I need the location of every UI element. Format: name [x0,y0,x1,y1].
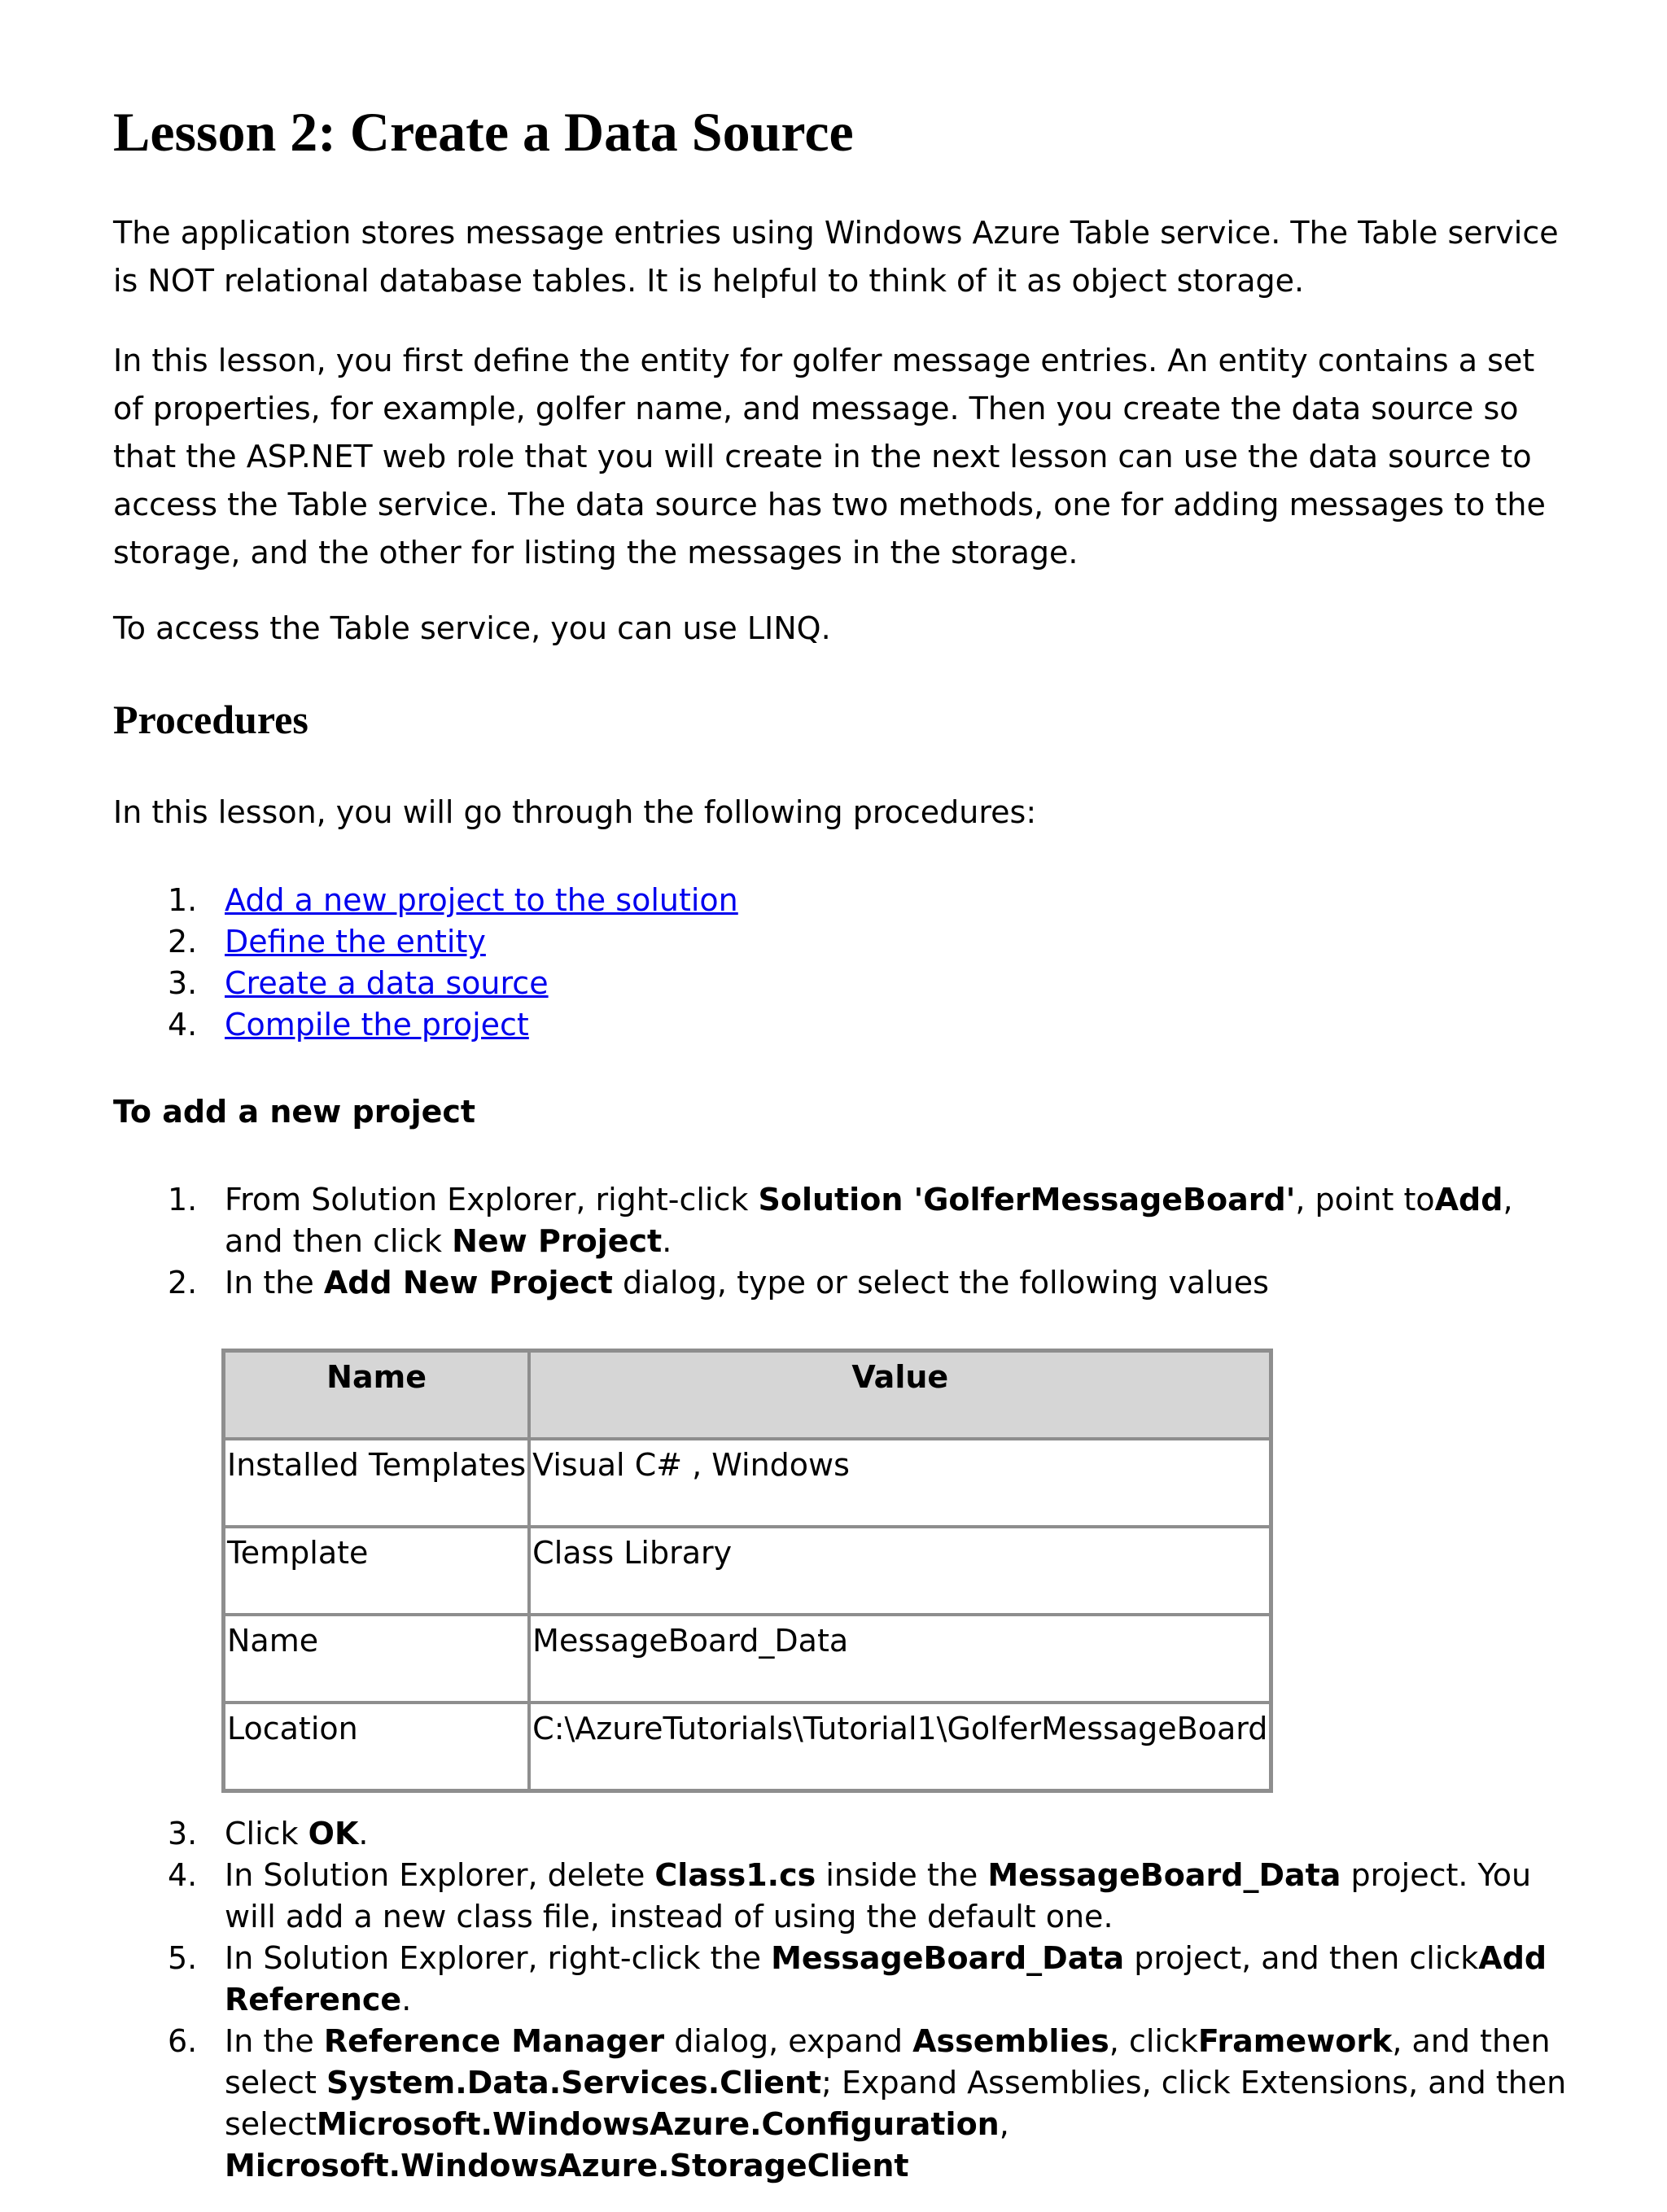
step-item [0,1262,1579,1304]
add-project-steps-continued [0,1813,1579,2187]
step-text: In the [225,1265,324,1301]
step-text: , click [1109,2023,1198,2059]
column-header-name: Name [224,1351,529,1439]
link-add-new-project[interactable]: Add a new project to the solution [225,882,738,918]
page-title: Lesson 2: Create a Data Source [113,101,854,163]
step-bold-text: Microsoft.WindowsAzure.StorageClient [225,2148,909,2184]
step-text: . [401,1982,412,2017]
step-text: dialog, expand [664,2023,913,2059]
table-cell-value: Class Library [529,1527,1271,1615]
list-item [0,1004,1579,1046]
step-number: 4. [168,1857,198,1893]
step-text: ; Expand Assemblies, click Extensions, and then select [225,2065,1567,2142]
step-bold-text: MessageBoard_Data [771,1940,1125,1976]
step-text: inside the [816,1857,988,1893]
step-text: . [662,1223,672,1259]
step-bold-text: Framework [1197,2023,1393,2059]
step-bold-text: OK [308,1816,359,1851]
values-table [221,1349,1273,1793]
step-text: dialog, type or select the following values [612,1265,1269,1301]
step-bold-text: Reference Manager [323,2023,665,2059]
step-text: . [358,1816,369,1851]
step-text: From Solution Explorer, right-click [225,1182,759,1217]
intro-paragraph-3: To access the Table service, you can use LINQ. [113,610,831,646]
step-item [0,1938,1579,2021]
list-item [0,963,1579,1004]
column-header-value: Value [529,1351,1271,1439]
intro-paragraph-2: In this lesson, you first define the entity for golfer message entries. An entity contains a set of properties, for example, golfer name, and message. Then you create the data source so that the ASP.NET web role that you will create in the next lesson can use the data source to access the Table service. The data source has two methods, one for adding messages to the storage, and the other for listing the messages in the storage. [113,343,1546,570]
step-text: In the [225,2023,324,2059]
step-number: 5. [168,1940,198,1976]
link-compile-project[interactable]: Compile the project [225,1007,529,1043]
table-cell-name: Template [224,1527,529,1615]
table-row [224,1439,1271,1527]
step-item [0,1813,1579,1855]
table-cell-name: Location [224,1703,529,1790]
step-text: , point to [1295,1182,1435,1217]
table-cell-name: Name [224,1615,529,1703]
step-bold-text: System.Data.Services.Client [326,2065,822,2101]
step-text: Click [225,1816,308,1851]
step-bold-text: MessageBoard_Data [987,1857,1341,1893]
table-cell-value: C:\AzureTutorials\Tutorial1\GolferMessageBoard [529,1703,1271,1790]
step-bold-text: Assemblies [912,2023,1109,2059]
step-text: In Solution Explorer, delete [225,1857,655,1893]
procedures-heading: Procedures [113,697,308,742]
procedures-lead: In this lesson, you will go through the following procedures: [113,794,1037,830]
list-item [0,880,1579,921]
step-text: project, and then click [1124,1940,1479,1976]
link-define-entity[interactable]: Define the entity [225,924,486,960]
list-number: 1. [168,882,198,918]
list-number: 2. [168,924,198,960]
step-bold-text: Microsoft.WindowsAzure.Configuration [316,2106,1000,2142]
step-bold-text: Add Reference [225,1940,1547,2017]
step-text: project. You will add a new class file, instead of using the default one. [225,1857,1532,1934]
step-number: 2. [168,1265,198,1301]
add-project-heading: To add a new project [113,1094,476,1130]
table-cell-value: Visual C# , Windows [529,1439,1271,1527]
procedures-link-list [0,880,1579,1046]
step-text: , and then select [225,2023,1551,2101]
step-number: 1. [168,1182,198,1217]
table-row [224,1615,1271,1703]
step-bold-text: Class1.cs [654,1857,816,1893]
step-number: 6. [168,2023,198,2059]
table-cell-value: MessageBoard_Data [529,1615,1271,1703]
add-project-steps [0,1179,1579,1304]
list-number: 4. [168,1007,198,1043]
step-text: In Solution Explorer, right-click the [225,1940,772,1976]
table-header-row [224,1351,1271,1439]
step-item [0,2021,1579,2187]
step-bold-text: Solution 'GolferMessageBoard' [758,1182,1296,1217]
step-item [0,1179,1579,1262]
step-text: , [999,2106,1009,2142]
table-row [224,1527,1271,1615]
step-text: , and then click [225,1182,1513,1259]
step-bold-text: New Project [452,1223,663,1259]
link-create-data-source[interactable]: Create a data source [225,965,549,1001]
table-cell-name: Installed Templates [224,1439,529,1527]
step-bold-text: Add New Project [323,1265,613,1301]
table-row [224,1703,1271,1790]
step-bold-text: Add [1434,1182,1503,1217]
step-item [0,1855,1579,1938]
list-number: 3. [168,965,198,1001]
list-item [0,921,1579,963]
step-number: 3. [168,1816,198,1851]
intro-paragraph-1: The application stores message entries using Windows Azure Table service. The Table service is NOT relational database tables. It is helpful to think of it as object storage. [113,215,1559,299]
